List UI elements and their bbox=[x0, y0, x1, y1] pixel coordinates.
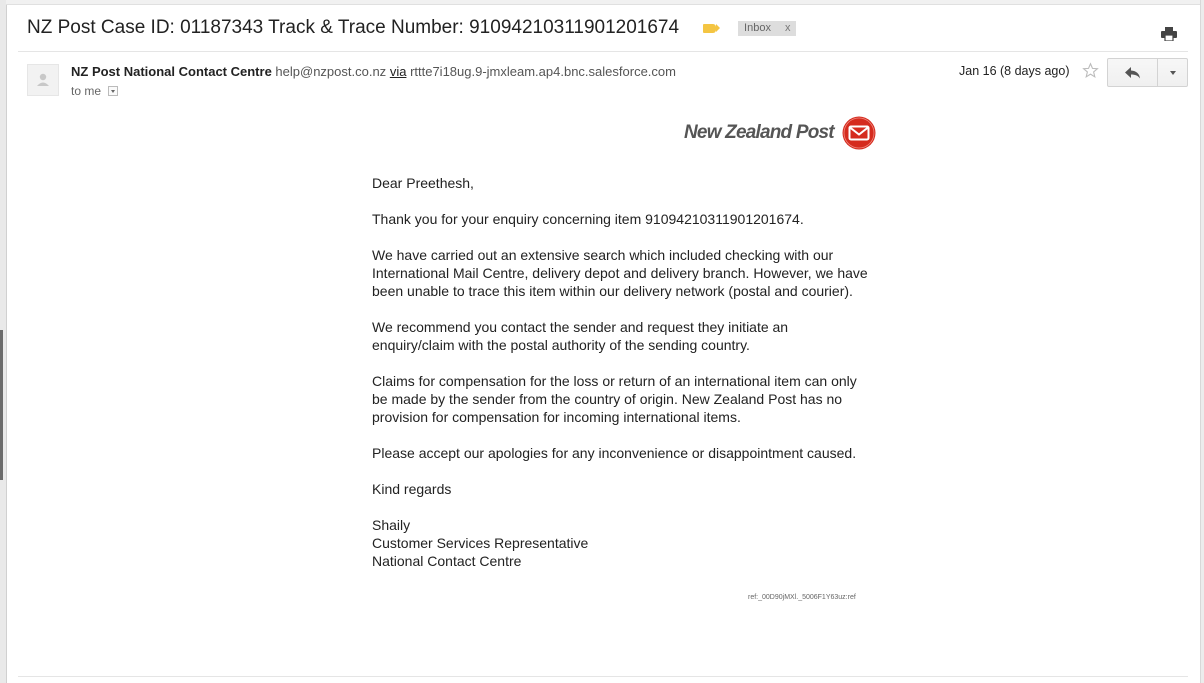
greeting: Dear Preethesh, bbox=[372, 175, 474, 191]
star-icon[interactable] bbox=[1082, 62, 1099, 79]
bottom-separator bbox=[18, 676, 1188, 677]
nz-post-envelope-icon bbox=[842, 116, 876, 150]
sender-name[interactable]: NZ Post National Contact Centre bbox=[71, 64, 272, 79]
dropdown-arrow-icon bbox=[1170, 71, 1176, 75]
body-paragraph-1: Thank you for your enquiry concerning item 91094210311901201674. bbox=[372, 211, 804, 227]
signature-department: National Contact Centre bbox=[372, 553, 522, 569]
email-subject: NZ Post Case ID: 01187343 Track & Trace Number: 91094210311901201674 bbox=[27, 17, 680, 38]
body-paragraph-4 bbox=[372, 372, 892, 426]
signature-name: Shaily bbox=[372, 517, 411, 533]
body-paragraph-3 bbox=[372, 318, 892, 354]
body-paragraph-2 bbox=[372, 246, 892, 300]
print-icon[interactable] bbox=[1161, 27, 1177, 41]
remove-label-button[interactable]: x bbox=[784, 21, 791, 34]
body-line: Claims for compensation for the loss or return of an international item can only bbox=[372, 373, 857, 389]
label-tag-icon[interactable] bbox=[703, 24, 716, 33]
inbox-label-text[interactable]: Inbox bbox=[744, 21, 771, 34]
sender-email: help@nzpost.co.nz bbox=[275, 64, 387, 79]
sender-avatar[interactable] bbox=[27, 64, 59, 96]
signature bbox=[372, 516, 892, 570]
reply-button[interactable] bbox=[1108, 59, 1158, 86]
email-body bbox=[372, 174, 892, 570]
body-paragraph-5: Please accept our apologies for any inconvenience or disappointment caused. bbox=[372, 445, 857, 461]
email-date[interactable]: Jan 16 (8 days ago) bbox=[959, 64, 1070, 78]
closing: Kind regards bbox=[372, 481, 452, 497]
via-domain: rttte7i18ug.9-jmxleam.ap4.bnc.salesforce.com bbox=[410, 64, 676, 79]
via-link[interactable]: via bbox=[389, 64, 407, 79]
reply-icon bbox=[1125, 67, 1141, 79]
body-line: provision for compensation for incoming international items. bbox=[372, 409, 741, 425]
body-line: We recommend you contact the sender and request they initiate an bbox=[372, 319, 789, 335]
window-frame-top bbox=[6, 0, 1204, 5]
body-line: enquiry/claim with the postal authority of the sending country. bbox=[372, 337, 750, 353]
reference-code: ref:_00D90jMXl._5006F1Y63uz:ref bbox=[748, 594, 856, 601]
body-line: been unable to trace this item within our delivery network (postal and courier). bbox=[372, 283, 853, 299]
header-separator bbox=[18, 51, 1188, 52]
logo-text: New Zealand Post bbox=[684, 122, 834, 143]
show-details-dropdown[interactable] bbox=[108, 86, 118, 96]
body-line: International Mail Centre, delivery depot and delivery branch. However, we have bbox=[372, 265, 868, 281]
body-line: We have carried out an extensive search which included checking with our bbox=[372, 247, 834, 263]
nz-post-logo bbox=[684, 116, 876, 150]
recipient-text: to me bbox=[71, 84, 102, 98]
inbox-label-chip[interactable] bbox=[738, 21, 796, 36]
recipient-line bbox=[71, 84, 118, 98]
sender-line bbox=[71, 64, 676, 79]
signature-title: Customer Services Representative bbox=[372, 535, 589, 551]
reply-button-group bbox=[1107, 58, 1188, 87]
body-line: be made by the sender from the country of origin. New Zealand Post has no bbox=[372, 391, 843, 407]
avatar-icon bbox=[28, 65, 58, 95]
subject-row bbox=[27, 14, 796, 42]
window-frame-right bbox=[1200, 0, 1204, 683]
more-actions-button[interactable] bbox=[1158, 59, 1187, 86]
window-frame-left bbox=[0, 0, 7, 683]
